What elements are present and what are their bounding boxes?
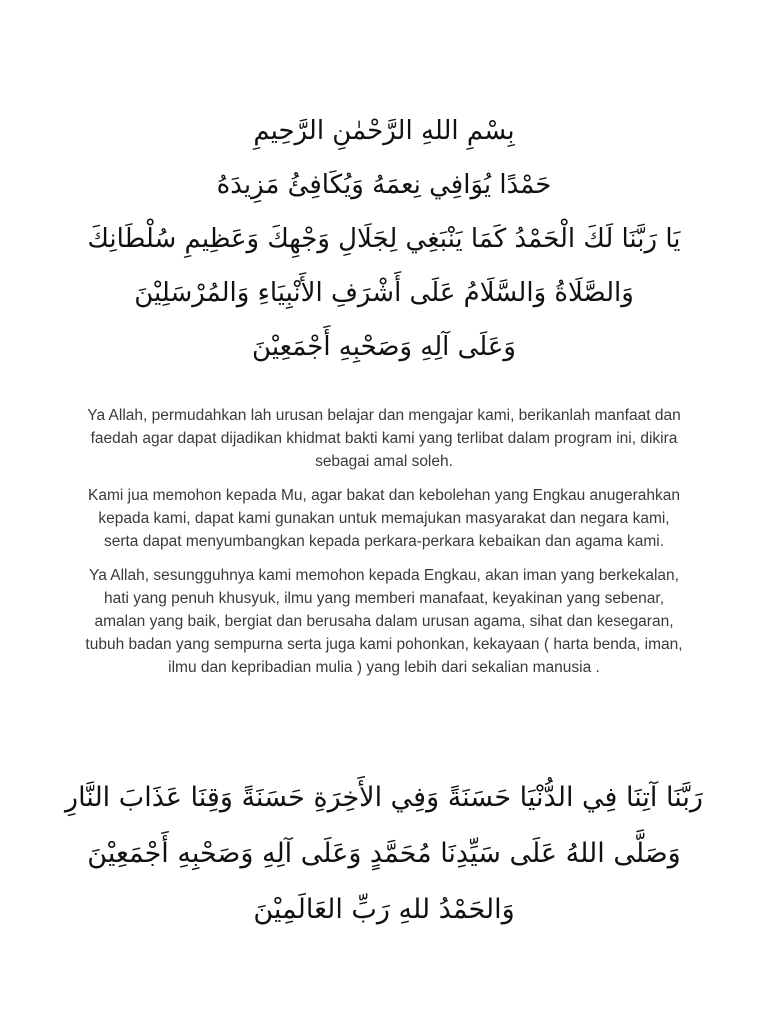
opening-dua-line: حَمْدًا يُوَافِي نِعمَهُ وَيُكَافِئُ مَزِيدَهُ (216, 170, 552, 200)
malay-prayer-text (84, 404, 684, 690)
opening-dua-line: وَعَلَى آلِهِ وَصَحْبِهِ أَجْمَعِيْنَ (252, 332, 516, 362)
opening-dua-line: بِسْمِ اللهِ الرَّحْمٰنِ الرَّحِيمِ (253, 116, 515, 146)
closing-dua (60, 770, 708, 938)
malay-paragraph: Ya Allah, permudahkan lah urusan belajar dan mengajar kami, berikanlah manfaat dan faedah agar dapat dijadikan khidmat bakti kami yang terlibat dalam program ini, dikira sebagai amal soleh. (87, 407, 681, 470)
closing-dua-line: رَبَّنَا آتِنَا فِي الدُّنْيَا حَسَنَةً وَفِي الأَخِرَةِ حَسَنَةً وَقِنَا عَذَابَ النَّارِ (65, 782, 703, 813)
closing-dua-line: وَصَلَّى اللهُ عَلَى سَيِّدِنَا مُحَمَّدٍ وَعَلَى آلِهِ وَصَحْبِهِ أَجْمَعِيْنَ (87, 838, 681, 869)
opening-dua (60, 104, 708, 374)
malay-paragraph: Ya Allah, sesungguhnya kami memohon kepada Engkau, akan iman yang berkekalan, hati yang penuh khusyuk, ilmu yang memberi manafaat, keyakinan yang sebenar, amalan yang baik, bergiat dan berusaha dalam urusan agama, sihat dan kesegaran, tubuh badan yang sempurna serta juga kami pohonkan, kekayaan ( harta benda, iman, ilmu dan kepribadian mulia ) yang lebih dari sekalian manusia . (85, 567, 683, 676)
opening-dua-line: يَا رَبَّنَا لَكَ الْحَمْدُ كَمَا يَنْبَغِي لِجَلَالِ وَجْهِكَ وَعَظِيمِ سُلْطَانِكَ (87, 224, 681, 254)
malay-paragraph: Kami jua memohon kepada Mu, agar bakat dan kebolehan yang Engkau anugerahkan kepada kami, dapat kami gunakan untuk memajukan masyarakat dan negara kami, serta dapat menyumbangkan kepada perkara-perkara kebaikan dan agama kami. (88, 487, 680, 550)
closing-dua-line: وَالحَمْدُ للهِ رَبِّ العَالَمِيْنَ (253, 894, 515, 925)
opening-dua-line: وَالصَّلَاةُ وَالسَّلَامُ عَلَى أَشْرَفِ الأَنْبِيَاءِ وَالمُرْسَلِيْنَ (134, 278, 634, 308)
